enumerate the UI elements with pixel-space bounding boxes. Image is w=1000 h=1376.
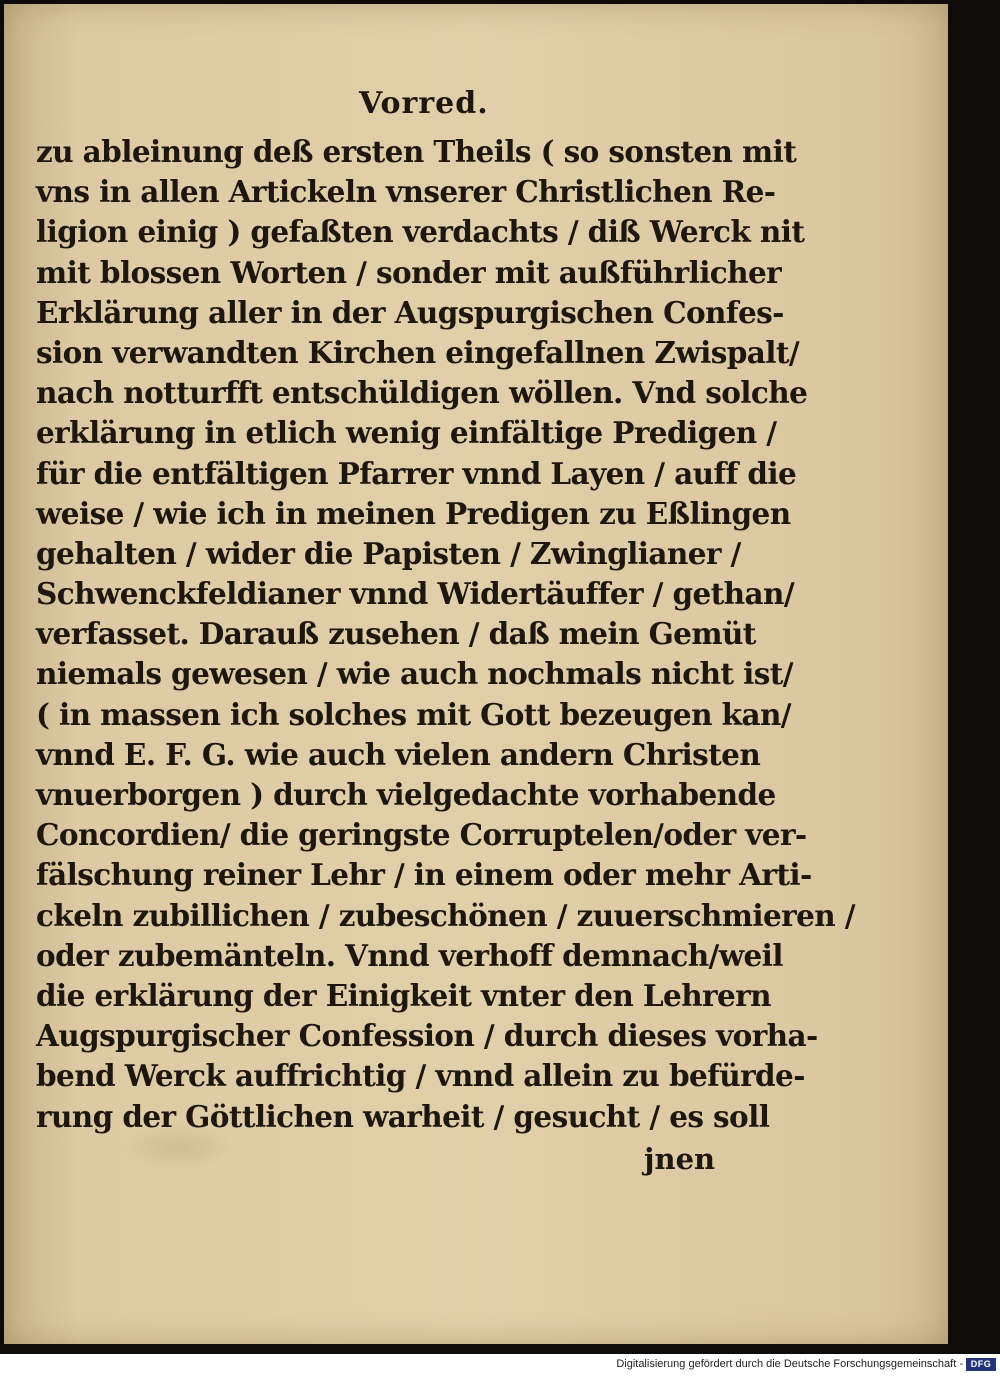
text-line: die erklärung der Einigkeit vnter den Lehrern (36, 977, 771, 1013)
ink-bleed-stain (124, 1124, 234, 1170)
text-line: nach notturfft entschüldigen wöllen. Vnd solche (36, 375, 808, 411)
text-line: vnnd E. F. G. wie auch vielen andern Christen (36, 736, 761, 772)
text-line: ligion einig ) gefaßten verdachts / diß Werck nit (36, 214, 805, 250)
text-line: sion verwandten Kirchen eingefallnen Zwispalt/ (36, 334, 800, 370)
catchword: jnen (644, 1142, 716, 1176)
text-line: vns in allen Artickeln vnserer Christlichen Re- (36, 174, 776, 210)
text-line: für die entfältigen Pfarrer vnnd Layen / auff die (36, 455, 797, 491)
text-line: vnuerborgen ) durch vielgedachte vorhabende (36, 777, 776, 812)
text-line: bend Werck auffrichtig / vnnd allein zu befürde- (36, 1058, 805, 1094)
text-line: oder zubemänteln. Vnnd verhoff demnach/weil (36, 937, 783, 973)
footer-bar (0, 1356, 1000, 1376)
text-line: erklärung in etlich wenig einfältige Predigen / (36, 415, 777, 451)
dfg-logo: DFG (966, 1358, 996, 1371)
text-line: Concordien/ die geringste Corruptelen/oder ver- (36, 817, 807, 853)
funding-note: Digitalisierung gefördert durch die Deutsche Forschungsgemeinschaft - (616, 1358, 963, 1370)
text-line: ckeln zubillichen / zubeschönen / zuuerschmieren / (36, 897, 855, 933)
text-line: Erklärung aller in der Augspurgischen Confes- (36, 294, 784, 330)
text-line: Schwenckfeldianer vnnd Widertäuffer / gethan/ (36, 576, 795, 612)
body-text (36, 132, 855, 1137)
text-line: gehalten / wider die Papisten / Zwinglianer / (36, 535, 741, 571)
text-line: ( in massen ich solches mit Gott bezeugen kan/ (36, 696, 791, 732)
book-page (4, 4, 948, 1344)
text-line: fälschung reiner Lehr / in einem oder mehr Arti- (36, 857, 812, 893)
text-line: weise / wie ich in meinen Predigen zu Eßlingen (36, 495, 791, 531)
text-line: zu ableinung deß ersten Theils ( so sonsten mit (36, 134, 797, 169)
text-line: verfasset. Darauß zusehen / daß mein Gemüt (36, 616, 756, 652)
text-line: Augspurgischer Confession / durch dieses vorha- (36, 1018, 818, 1054)
text-line: mit blossen Worten / sonder mit außführlicher (36, 254, 782, 290)
text-line: niemals gewesen / wie auch nochmals nicht ist/ (36, 656, 793, 692)
text-line: rung der Göttlichen warheit / gesucht / es soll (36, 1098, 770, 1134)
page-header: Vorred. (359, 86, 489, 121)
